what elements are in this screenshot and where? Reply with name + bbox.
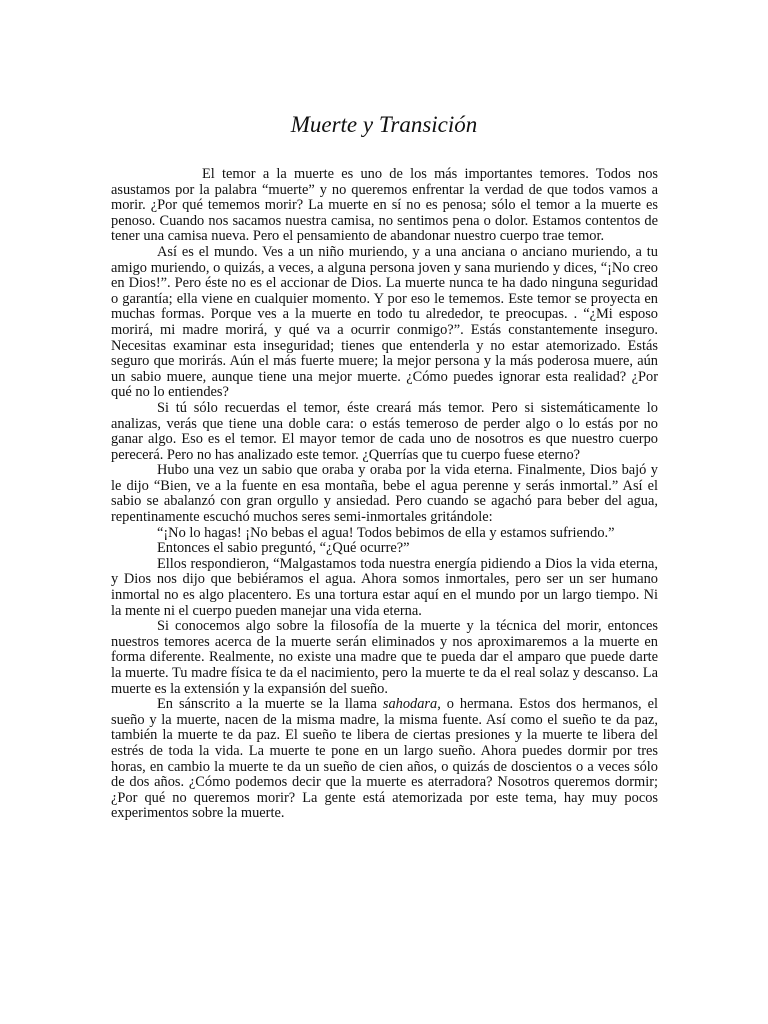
paragraph-text: , o hermana. Estos dos hermanos, el sueño y la muerte, nacen de la misma madre, la misma fuente. Así como el sueño te da paz, también la muerte te da paz. El sueño te libera de ciertas presiones y la muerte te libera del estrés de toda la vida. La muerte te pone en un largo sueño. Ahora puedes dormir por tres horas, en cambio la muerte te da un sueño de cien años, o quizás de doscientos o a veces sólo de dos años. ¿Cómo podemos decir que la muerte es aterradora? Nosotros queremos dormir; ¿Por qué no queremos morir? La gente está atemorizada por este tema, hay muy pocos experimentos sobre la muerte. [111,696,658,822]
document-body [111,167,658,822]
paragraph: Así es el mundo. Ves a un niño muriendo, y a una anciana o anciano muriendo, a tu amigo muriendo, o quizás, a veces, a alguna persona joven y sana muriendo y dices, “¡No creo en Dios!”. Pero éste no es el accionar de Dios. La muerte nunca te ha dado ninguna seguridad o garantía; ella viene en cualquier momento. Y por eso le tememos. Este temor se proyecta en muchas formas. Porque ves a la muerte en todo tu alrededor, te preocupas. . “¿Mi esposo morirá, mi madre morirá, y qué va a ocurrir conmigo?”. Estás constantemente inseguro. Necesitas examinar esta inseguridad; tienes que entenderla y no estar atemorizado. Estás seguro que morirás. Aún el más fuerte muere; la mejor persona y la más poderosa muere, aún un sabio muere, aunque tiene una mejor muerte. ¿Cómo puedes ignorar esta realidad? ¿Por qué no lo entiendes? [111,243,658,401]
paragraph: Si tú sólo recuerdas el temor, éste creará más temor. Pero si sistemáticamente lo analizas, verás que tiene una doble cara: o estás temeroso de perder algo o lo estás por no ganar algo. Eso es el temor. El mayor temor de cada uno de nosotros es que nuestro cuerpo perecerá. Pero no has analizado este temor. ¿Querrías que tu cuerpo fuese eterno? [111,399,658,463]
document-title: Muerte y Transición [290,112,478,137]
paragraph: “¡No lo hagas! ¡No bebas el agua! Todos bebimos de ella y estamos sufriendo.” [157,524,615,541]
paragraph-sahodara [111,697,658,822]
paragraph: Si conocemos algo sobre la filosofía de la muerte y la técnica del morir, entonces nuestros temores acerca de la muerte serán eliminados y nos aproximaremos a la muerte en forma diferente. Realmente, no existe una madre que te pueda dar el amparo que puede darte la muerte. Tu madre física te da el nacimiento, pero la muerte te da el real solaz y descanso. La muerte es la extensión y la expansión del sueño. [111,618,658,697]
sanskrit-term: sahodara [382,696,438,713]
paragraph: El temor a la muerte es uno de los más importantes temores. Todos nos asustamos por la palabra “muerte” y no queremos enfrentar la verdad de que todos vamos a morir. ¿Por qué tememos morir? La muerte en sí no es penosa; sólo el temor a la muerte es penoso. Cuando nos sacamos nuestra camisa, no sentimos pena o dolor. Estamos contentos de tener una camisa nueva. Pero el pensamiento de abandonar nuestro cuerpo trae temor. [111,166,658,245]
paragraph: Ellos respondieron, “Malgastamos toda nuestra energía pidiendo a Dios la vida eterna, y Dios nos dijo que bebiéramos el agua. Ahora somos inmortales, pero ser un ser humano inmortal no es algo placentero. Es una tortura estar aquí en el mundo por un largo tiempo. Ni la mente ni el cuerpo pueden manejar una vida eterna. [111,555,658,619]
paragraph: Hubo una vez un sabio que oraba y oraba por la vida eterna. Finalmente, Dios bajó y le dijo “Bien, ve a la fuente en esa montaña, bebe el agua perenne y serás inmortal.” Así el sabio se abalanzó con gran orgullo y ansiedad. Pero cuando se agachó para beber del agua, repentinamente escuchó muchos seres semi-inmortales gritándole: [111,462,658,526]
paragraph-text: En sánscrito a la muerte se la llama [157,696,383,713]
paragraph: Entonces el sabio preguntó, “¿Qué ocurre?” [157,540,410,557]
